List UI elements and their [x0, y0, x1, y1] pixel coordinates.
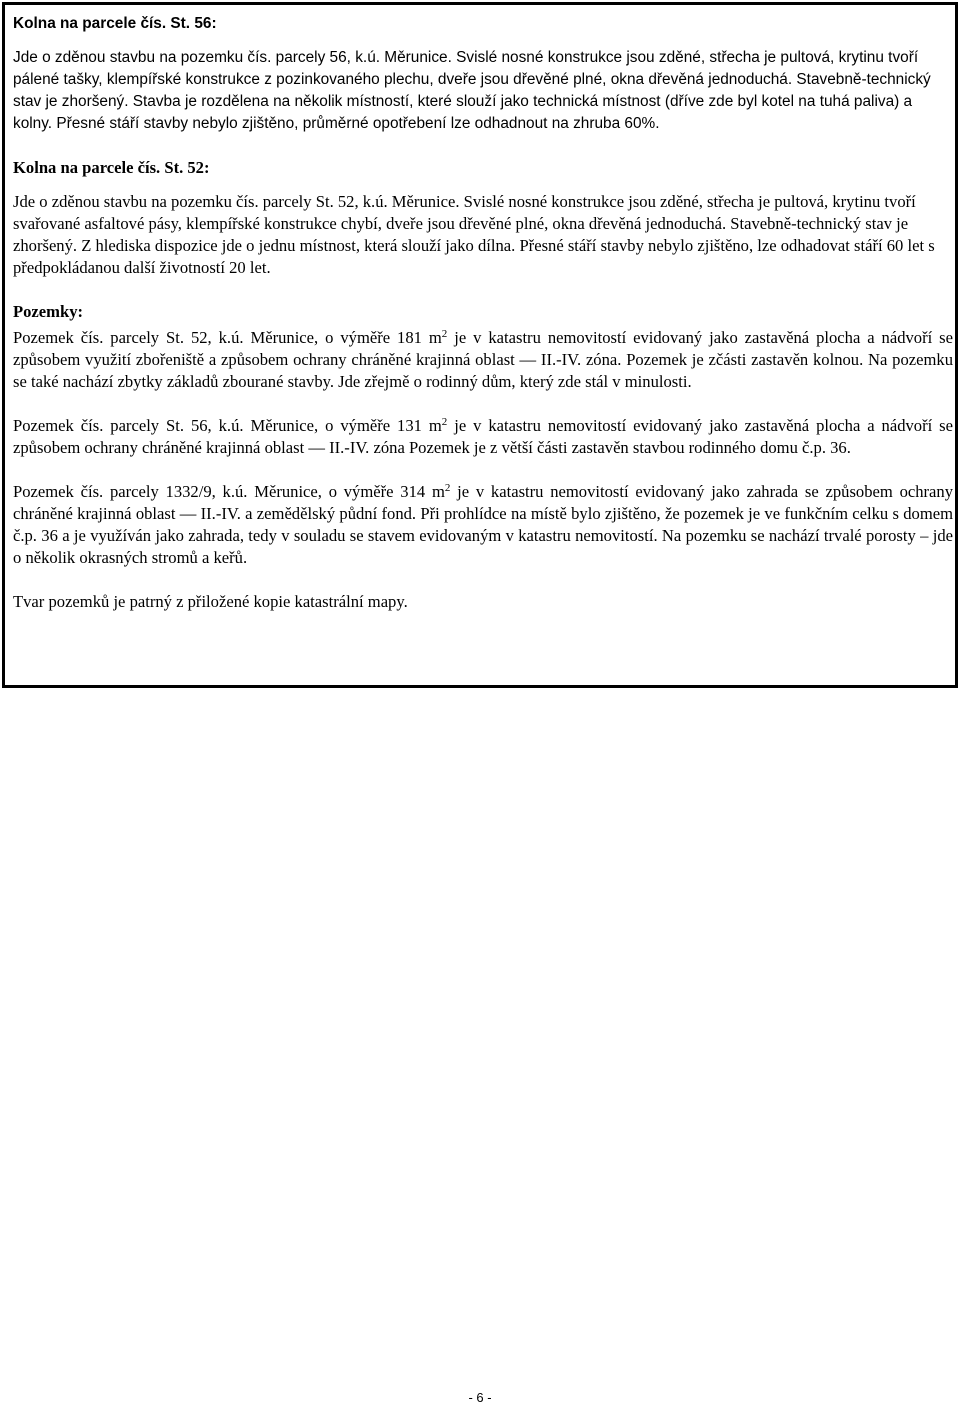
plot-text-st52-b: je v katastru nemovitostí evidovaný jako zastavěná plocha a nádvoří se způsobem využití zbořeniště a způsobem ochrany chráněné krajinná oblast — II.-IV. zóna. Pozemek je zčásti zastavěn kolnou. Na pozemku se také nachází zbytky základů zbourané stavby. Jde zřejmě o rodinný dům, který zde stál v minulosti.: [13, 328, 954, 391]
section-paragraph-kolna-st56: Jde o zděnou stavbu na pozemku čís. parcely 56, k.ú. Měrunice. Svislé nosné konstrukce jsou zděné, střecha je pultová, krytinu tvoří pálené tašky, klempířské konstrukce z pozinkovaného plechu, dveře jsou dřevěné plné, okna dřevěná jednoduchá. Stavebně-technický stav je zhoršený. Stavba je rozdělena na několik místností, které slouží jako technická místnost (dříve zde byl kotel na tuhá paliva) a kolny. Přesné stáří stavby nebylo zjištěno, průměrné opotřebení lze odhadnout na zhruba 60%.: [13, 49, 931, 132]
section-heading-pozemky: Pozemky:: [13, 302, 84, 321]
section-heading-kolna-st52: Kolna na parcele čís. St. 52:: [13, 158, 210, 177]
plot-text-1332-9-b: je v katastru nemovitostí evidovaný jako zahrada se způsobem ochrany chráněné krajinná oblast — II.-IV. a zemědělský půdní fond. Při prohlídce na místě bylo zjištěno, že pozemek je ve funkčním celku s domem č.p. 36 a je využíván jako zahrada, tedy v souladu se stavem evidovaným v katastru nemovitostí. Na pozemku se nachází trvalé porosty – jde o několik okrasných stromů a keřů.: [13, 482, 954, 567]
area-exponent: 2: [441, 416, 448, 428]
plot-paragraph-st56: [13, 415, 953, 459]
plot-paragraph-1332-9: [13, 481, 953, 569]
plot-text-st52-a: Pozemek čís. parcely St. 52, k.ú. Měrunice, o výměře 181 m: [13, 328, 442, 347]
report-frame: [2, 2, 958, 688]
area-exponent: 2: [441, 328, 448, 340]
plot-text-st56-b: je v katastru nemovitostí evidovaný jako zastavěná plocha a nádvoří se způsobem ochrany chráněné krajinná oblast — II.-IV. zóna Pozemek je z větší části zastavěn stavbou rodinného domu č.p. 36.: [13, 416, 954, 457]
area-exponent: 2: [444, 482, 451, 494]
section-heading-kolna-st56: Kolna na parcele čís. St. 56:: [13, 15, 217, 32]
plot-text-1332-9-a: Pozemek čís. parcely 1332/9, k.ú. Měrunice, o výměře 314 m: [13, 482, 445, 501]
page-number: - 6 -: [468, 1390, 492, 1405]
section-paragraph-kolna-st52: Jde o zděnou stavbu na pozemku čís. parcely St. 52, k.ú. Měrunice. Svislé nosné konstrukce jsou zděné, střecha je pultová, krytinu tvoří svařované asfaltové pásy, klempířské konstrukce chybí, dveře jsou dřevěné plné, okna dřevěná jednoduchá. Stavebně-technický stav je zhoršený. Z hlediska dispozice jde o jednu místnost, která slouží jako dílna. Přesné stáří stavby nebylo zjištěno, lze odhadovat stáří 60 let s předpokládanou další životností 20 let.: [13, 192, 935, 277]
report-content: [13, 13, 953, 613]
plot-text-st56-a: Pozemek čís. parcely St. 56, k.ú. Měrunice, o výměře 131 m: [13, 416, 442, 435]
plot-paragraph-st52: [13, 327, 953, 393]
closing-note: Tvar pozemků je patrný z přiložené kopie katastrální mapy.: [13, 592, 408, 611]
